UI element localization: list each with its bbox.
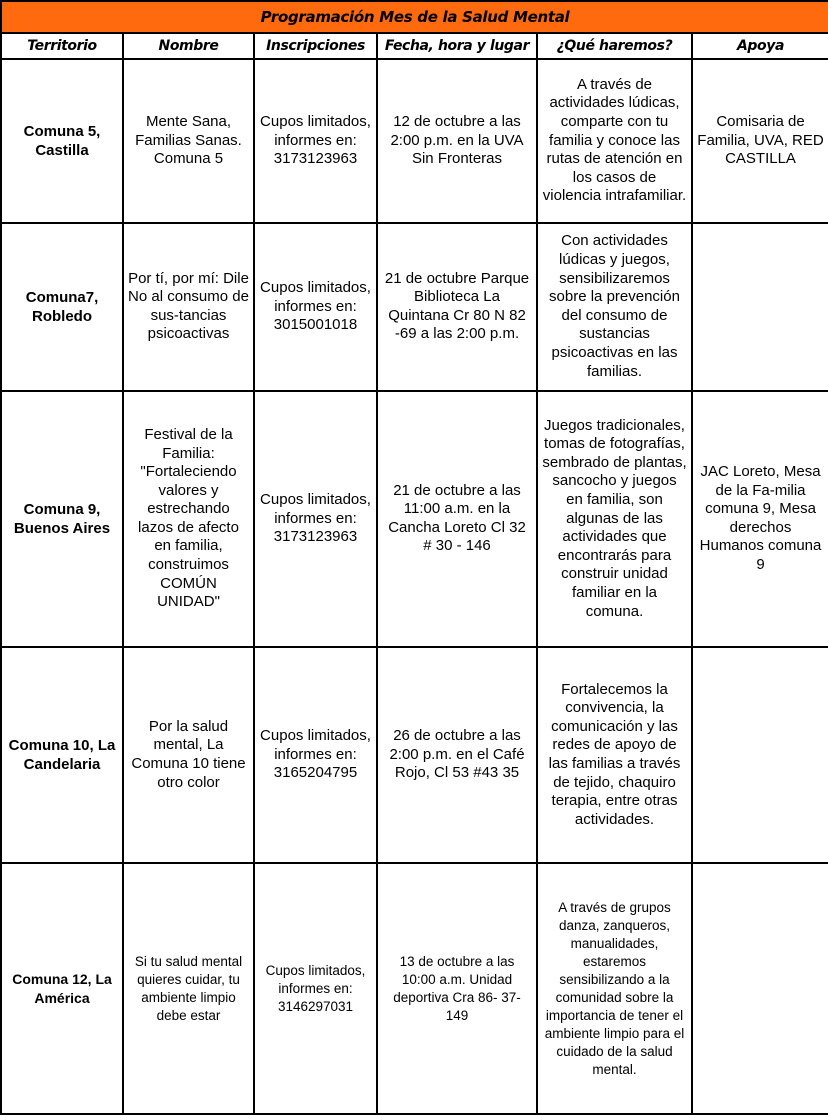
registration-cell: Cupos limitados, informes en: 3146297031 xyxy=(254,863,377,1114)
support-cell xyxy=(692,647,828,864)
support-cell: Comisaria de Familia, UVA, RED CASTILLA xyxy=(692,59,828,222)
header-nombre: Nombre xyxy=(123,33,254,59)
table-row xyxy=(1,223,828,391)
activities-cell: A través de actividades lúdicas, comparte con tu familia y conoce las rutas de atención en los casos de violencia intrafamiliar. xyxy=(537,59,692,222)
activities-cell: Fortalecemos la convivencia, la comunicación y las redes de apoyo de las familias a través de tejido, chaquiro terapia, entre otras actividades. xyxy=(537,647,692,864)
header-inscripciones: Inscripciones xyxy=(254,33,377,59)
header-territorio: Territorio xyxy=(1,33,123,59)
date-place-cell: 26 de octubre a las 2:00 p.m. en el Café Rojo, Cl 53 #43 35 xyxy=(377,647,537,864)
title-row xyxy=(1,1,828,33)
header-row xyxy=(1,33,828,59)
table-row xyxy=(1,647,828,864)
table-row xyxy=(1,59,828,222)
header-que-haremos: ¿Qué haremos? xyxy=(537,33,692,59)
table-row xyxy=(1,391,828,647)
territory-cell: Comuna 12, La América xyxy=(1,863,123,1114)
territory-cell: Comuna7, Robledo xyxy=(1,223,123,391)
registration-cell: Cupos limitados, informes en: 3173123963 xyxy=(254,391,377,647)
support-cell: JAC Loreto, Mesa de la Fa-milia comuna 9, Mesa derechos Humanos comuna 9 xyxy=(692,391,828,647)
name-cell: Festival de la Familia: "Fortaleciendo valores y estrechando lazos de afecto en familia, construimos COMÚN UNIDAD" xyxy=(123,391,254,647)
table-title: Programación Mes de la Salud Mental xyxy=(1,1,828,33)
activities-cell: Juegos tradicionales, tomas de fotografías, sembrado de plantas, sancocho y juegos en familia, son algunas de las actividades que encontrarás para construir unidad familiar en la comuna. xyxy=(537,391,692,647)
date-place-cell: 13 de octubre a las 10:00 a.m. Unidad deportiva Cra 86- 37- 149 xyxy=(377,863,537,1114)
activities-cell: Con actividades lúdicas y juegos, sensibilizaremos sobre la prevención del consumo de sustancias psicoactivas en las familias. xyxy=(537,223,692,391)
territory-cell: Comuna 9, Buenos Aires xyxy=(1,391,123,647)
registration-cell: Cupos limitados, informes en: 3165204795 xyxy=(254,647,377,864)
header-apoya: Apoya xyxy=(692,33,828,59)
registration-cell: Cupos limitados, informes en: 3173123963 xyxy=(254,59,377,222)
territory-cell: Comuna 10, La Candelaria xyxy=(1,647,123,864)
support-cell xyxy=(692,223,828,391)
support-cell xyxy=(692,863,828,1114)
activities-cell: A través de grupos danza, zanqueros, manualidades, estaremos sensibilizando a la comunidad sobre la importancia de tener el ambiente limpio para el cuidado de la salud mental. xyxy=(537,863,692,1114)
name-cell: Por tí, por mí: Dile No al consumo de sus-tancias psicoactivas xyxy=(123,223,254,391)
registration-cell: Cupos limitados, informes en: 3015001018 xyxy=(254,223,377,391)
date-place-cell: 21 de octubre a las 11:00 a.m. en la Cancha Loreto Cl 32 # 30 - 146 xyxy=(377,391,537,647)
name-cell: Mente Sana, Familias Sanas. Comuna 5 xyxy=(123,59,254,222)
name-cell: Si tu salud mental quieres cuidar, tu ambiente limpio debe estar xyxy=(123,863,254,1114)
header-fecha: Fecha, hora y lugar xyxy=(377,33,537,59)
date-place-cell: 21 de octubre Parque Biblioteca La Quintana Cr 80 N 82 -69 a las 2:00 p.m. xyxy=(377,223,537,391)
name-cell: Por la salud mental, La Comuna 10 tiene otro color xyxy=(123,647,254,864)
territory-cell: Comuna 5, Castilla xyxy=(1,59,123,222)
date-place-cell: 12 de octubre a las 2:00 p.m. en la UVA Sin Fronteras xyxy=(377,59,537,222)
table-row xyxy=(1,863,828,1114)
